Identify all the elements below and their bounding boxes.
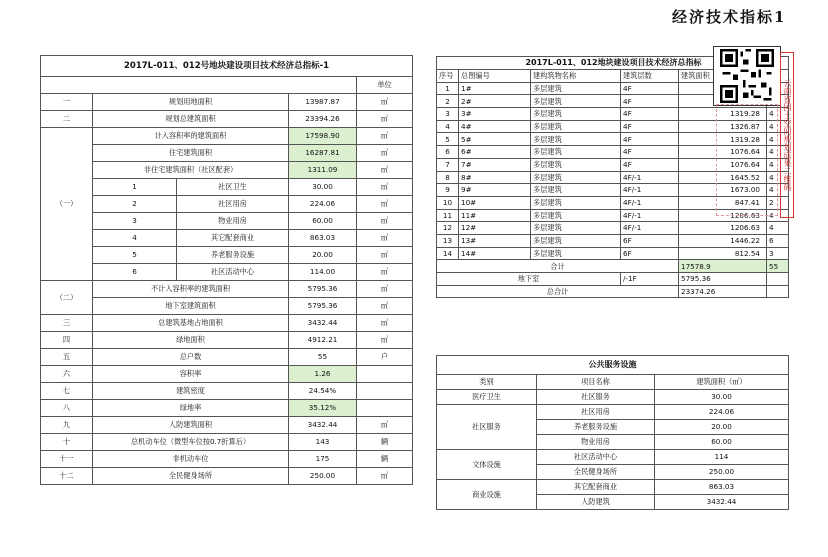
- table-cell: 17598.90: [289, 128, 357, 145]
- table-cell: 3432.44: [289, 315, 357, 332]
- table-row: [41, 434, 413, 451]
- table-cell: 3: [767, 247, 789, 260]
- table-cell: 不计入容积率的建筑面积: [93, 281, 289, 298]
- table-cell: 224.06: [655, 405, 789, 420]
- table-cell: 1645.52: [679, 171, 767, 184]
- approval-stamp: 云南省国土空间规划成果二维码: [780, 52, 794, 218]
- table-row: [41, 332, 413, 349]
- table-cell: 1.26: [289, 366, 357, 383]
- table-cell: 序号: [437, 70, 459, 83]
- table-cell: 文体设施: [437, 450, 537, 480]
- table-cell: ㎡: [357, 468, 413, 485]
- table-cell: 地下室建筑面积: [93, 298, 289, 315]
- table-cell: 非住宅建筑面积（社区配套）: [93, 162, 289, 179]
- table-cell: ㎡: [357, 111, 413, 128]
- table-cell: 3#: [459, 108, 531, 121]
- table-cell: 多层建筑: [531, 82, 621, 95]
- table-cell: 1206.63: [679, 209, 767, 222]
- table-row: [41, 145, 413, 162]
- table-cell: 6: [437, 146, 459, 159]
- table-cell: 四: [41, 332, 93, 349]
- table-cell: 60.00: [289, 213, 357, 230]
- subtotal-row: [437, 260, 789, 273]
- table-cell: 多层建筑: [531, 222, 621, 235]
- table-cell: 多层建筑: [531, 95, 621, 108]
- table-cell: 4F/-1: [621, 171, 679, 184]
- table-cell: 2#: [459, 95, 531, 108]
- table-cell: 社区服务: [537, 390, 655, 405]
- table-cell: 4: [767, 209, 789, 222]
- table-row: [41, 111, 413, 128]
- qr-code-icon: [713, 46, 781, 106]
- table-cell: 建筑密度: [93, 383, 289, 400]
- table-cell: 14#: [459, 247, 531, 260]
- table-cell: ㎡: [357, 315, 413, 332]
- table-row: [437, 247, 789, 260]
- table-row: [41, 264, 413, 281]
- table-cell: ㎡: [357, 230, 413, 247]
- table-cell: /-1F: [621, 273, 679, 286]
- table-cell: 4: [767, 184, 789, 197]
- table-cell: 建筑层数: [621, 70, 679, 83]
- table-row: [437, 222, 789, 235]
- table-cell: 1: [437, 82, 459, 95]
- table-cell: 4: [93, 230, 177, 247]
- table-cell: 3432.44: [289, 417, 357, 434]
- table-cell: 17578.9: [679, 260, 767, 273]
- table-cell: 建筑面积: [679, 70, 767, 83]
- table-cell: 5795.36: [289, 298, 357, 315]
- table-cell: 其它配套商业: [177, 230, 289, 247]
- table-cell: 1326.87: [679, 120, 767, 133]
- table-cell: 1#: [459, 82, 531, 95]
- group-two-label: （二）: [41, 281, 93, 315]
- table-cell: 人防建筑: [537, 495, 655, 510]
- table-cell: ㎡: [357, 179, 413, 196]
- table-cell: 五: [41, 349, 93, 366]
- table-cell: 4: [767, 108, 789, 121]
- table-cell: ㎡: [357, 332, 413, 349]
- unit-header: 单位: [357, 77, 413, 94]
- table-cell: 商业设施: [437, 480, 537, 510]
- table-row: [437, 450, 789, 465]
- table-cell: 多层建筑: [531, 120, 621, 133]
- table-cell: 23394.26: [289, 111, 357, 128]
- table-cell: 16287.81: [289, 145, 357, 162]
- table-cell: 一: [41, 94, 93, 111]
- table-cell: 九: [41, 417, 93, 434]
- table-cell: 总图编号: [459, 70, 531, 83]
- table-cell: 类别: [437, 375, 537, 390]
- table-cell: 9#: [459, 184, 531, 197]
- table-cell: 1: [93, 179, 177, 196]
- table-cell: 4F: [621, 108, 679, 121]
- table-cell: 4#: [459, 120, 531, 133]
- table-row: [41, 230, 413, 247]
- table-cell: 11#: [459, 209, 531, 222]
- table-cell: 14: [437, 247, 459, 260]
- table-cell: 24.54%: [289, 383, 357, 400]
- table-cell: 合计: [437, 260, 679, 273]
- table-row: [41, 213, 413, 230]
- table-cell: 住宅建筑面积: [93, 145, 289, 162]
- table-cell: 六: [41, 366, 93, 383]
- table-cell: 812.54: [679, 247, 767, 260]
- table-cell: 1076.64: [679, 146, 767, 159]
- table-cell: 建构筑物名称: [531, 70, 621, 83]
- main-indicator-table: [40, 55, 413, 485]
- table-cell: 5795.36: [289, 281, 357, 298]
- table-row: [41, 383, 413, 400]
- table-cell: 114: [655, 450, 789, 465]
- table-cell: 多层建筑: [531, 234, 621, 247]
- table-cell: 250.00: [655, 465, 789, 480]
- table-cell: 5: [93, 247, 177, 264]
- table-cell: 容积率: [93, 366, 289, 383]
- table-cell: 4F/-1: [621, 184, 679, 197]
- table-cell: 多层建筑: [531, 209, 621, 222]
- table-cell: 多层建筑: [531, 158, 621, 171]
- table-cell: 6F: [621, 247, 679, 260]
- table-cell: 社区卫生: [177, 179, 289, 196]
- table-row: [437, 405, 789, 420]
- table-cell: 绿地率: [93, 400, 289, 417]
- table-cell: 847.41: [679, 196, 767, 209]
- table-cell: 社区用房: [537, 405, 655, 420]
- table-cell: 30.00: [655, 390, 789, 405]
- table-cell: 30.00: [289, 179, 357, 196]
- table-cell: 13: [437, 234, 459, 247]
- table-cell: 4F: [621, 133, 679, 146]
- table-row: [41, 281, 413, 298]
- table-cell: ㎡: [357, 145, 413, 162]
- table-cell: 4: [767, 171, 789, 184]
- services-table-title: 公共服务设施: [437, 356, 789, 375]
- table-cell: ㎡: [357, 196, 413, 213]
- table-cell: 十二: [41, 468, 93, 485]
- table-cell: 1206.63: [679, 222, 767, 235]
- document-title: 经济技术指标1: [672, 8, 787, 26]
- table-cell: 1311.09: [289, 162, 357, 179]
- table-cell: 户: [357, 349, 413, 366]
- table-cell: 8: [437, 171, 459, 184]
- table-cell: 4F: [621, 146, 679, 159]
- table-cell: [357, 383, 413, 400]
- basement-row: [437, 273, 789, 286]
- table-cell: 地下室: [437, 273, 621, 286]
- table-cell: 多层建筑: [531, 108, 621, 121]
- table-row: [437, 390, 789, 405]
- table-cell: 规划用地面积: [93, 94, 289, 111]
- table-cell: 55: [289, 349, 357, 366]
- table-cell: 6#: [459, 146, 531, 159]
- watermark-box: [716, 104, 778, 216]
- table-cell: 多层建筑: [531, 184, 621, 197]
- table-cell: 社区活动中心: [177, 264, 289, 281]
- table-cell: 4: [767, 222, 789, 235]
- table-cell: ㎡: [357, 94, 413, 111]
- table-cell: 4F: [621, 82, 679, 95]
- table-cell: 4F/-1: [621, 222, 679, 235]
- table-cell: 全民健身场所: [93, 468, 289, 485]
- table-cell: 非机动车位: [93, 451, 289, 468]
- table-cell: 社区用房: [177, 196, 289, 213]
- table-cell: ㎡: [357, 264, 413, 281]
- table-cell: 社区活动中心: [537, 450, 655, 465]
- table-cell: 3: [93, 213, 177, 230]
- table-cell: 八: [41, 400, 93, 417]
- table-cell: 绿地面积: [93, 332, 289, 349]
- table-cell: 多层建筑: [531, 196, 621, 209]
- table-cell: 1319.28: [679, 133, 767, 146]
- table-cell: 863.03: [655, 480, 789, 495]
- table-row: [41, 315, 413, 332]
- table-cell: 4: [437, 120, 459, 133]
- table-row: [41, 349, 413, 366]
- table-cell: 23374.26: [679, 285, 767, 298]
- table-cell: 医疗卫生: [437, 390, 537, 405]
- table-cell: ㎡: [357, 213, 413, 230]
- table-cell: 三: [41, 315, 93, 332]
- table-cell: 4F/-1: [621, 209, 679, 222]
- table-cell: 人防建筑面积: [93, 417, 289, 434]
- table-cell: 建筑面积（㎡）: [655, 375, 789, 390]
- table-cell: 1446.22: [679, 234, 767, 247]
- table-cell: 总建筑基地占地面积: [93, 315, 289, 332]
- table-cell: 十: [41, 434, 93, 451]
- table-cell: 13987.87: [289, 94, 357, 111]
- table-cell: 2: [767, 196, 789, 209]
- buildings-table-title: 2017L-011、012地块建设项目技术经济总指标: [437, 57, 789, 70]
- total-row: [437, 285, 789, 298]
- table-cell: 多层建筑: [531, 146, 621, 159]
- table-cell: 辆: [357, 451, 413, 468]
- table-cell: 2: [93, 196, 177, 213]
- table-cell: 多层建筑: [531, 133, 621, 146]
- table-cell: 4F/-1: [621, 196, 679, 209]
- public-services-table: [436, 355, 789, 510]
- table-cell: 3432.44: [655, 495, 789, 510]
- table-cell: 辆: [357, 434, 413, 451]
- table-cell: 全民健身场所: [537, 465, 655, 480]
- table-cell: 6: [767, 234, 789, 247]
- table-cell: 4F: [621, 158, 679, 171]
- table-cell: 4: [767, 158, 789, 171]
- table-cell: 3: [437, 108, 459, 121]
- main-table-title: 2017L-011、012号地块建设项目技术经济总指标-1: [41, 56, 413, 77]
- table-cell: 175: [289, 451, 357, 468]
- table-cell: 250.00: [289, 468, 357, 485]
- table-cell: 养老服务设施: [537, 420, 655, 435]
- table-cell: ㎡: [357, 298, 413, 315]
- table-cell: 规划总建筑面积: [93, 111, 289, 128]
- table-cell: 4F: [621, 95, 679, 108]
- table-cell: 项目名称: [537, 375, 655, 390]
- table-cell: 2: [437, 95, 459, 108]
- table-cell: 11: [437, 209, 459, 222]
- table-cell: 多层建筑: [531, 171, 621, 184]
- table-cell: 7#: [459, 158, 531, 171]
- table-cell: 13#: [459, 234, 531, 247]
- table-row: [41, 128, 413, 145]
- table-cell: 224.06: [289, 196, 357, 213]
- table-cell: 20.00: [289, 247, 357, 264]
- table-cell: 143: [289, 434, 357, 451]
- table-cell: 114.00: [289, 264, 357, 281]
- table-cell: 5795.36: [679, 273, 767, 286]
- table-header-row: [437, 375, 789, 390]
- table-cell: ㎡: [357, 247, 413, 264]
- table-row: [41, 247, 413, 264]
- table-cell: 其它配套商业: [537, 480, 655, 495]
- table-cell: 8#: [459, 171, 531, 184]
- table-cell: 12: [437, 222, 459, 235]
- table-cell: 20.00: [655, 420, 789, 435]
- table-cell: 养老服务设施: [177, 247, 289, 264]
- table-cell: ㎡: [357, 128, 413, 145]
- table-row: [41, 298, 413, 315]
- table-cell: 总机动车位（微型车位按0.7折算后）: [93, 434, 289, 451]
- table-cell: 4: [767, 120, 789, 133]
- table-cell: 物业用房: [537, 435, 655, 450]
- table-cell: 9: [437, 184, 459, 197]
- table-cell: 6F: [621, 234, 679, 247]
- table-cell: 4F: [621, 120, 679, 133]
- table-row: [41, 196, 413, 213]
- table-cell: 1319.28: [679, 108, 767, 121]
- table-cell: [357, 366, 413, 383]
- table-cell: 1076.64: [679, 158, 767, 171]
- table-cell: 4: [767, 133, 789, 146]
- table-cell: ㎡: [357, 281, 413, 298]
- table-cell: 4912.21: [289, 332, 357, 349]
- table-cell: ㎡: [357, 417, 413, 434]
- table-cell: 55: [767, 260, 789, 273]
- table-cell: 计入容积率的建筑面积: [93, 128, 289, 145]
- table-cell: 12#: [459, 222, 531, 235]
- table-cell: 4: [767, 146, 789, 159]
- table-cell: 社区服务: [437, 405, 537, 450]
- table-cell: 总合计: [437, 285, 679, 298]
- table-cell: 5#: [459, 133, 531, 146]
- table-cell: 60.00: [655, 435, 789, 450]
- table-cell: 1673.00: [679, 184, 767, 197]
- table-row: [437, 480, 789, 495]
- table-cell: 二: [41, 111, 93, 128]
- table-cell: 总户数: [93, 349, 289, 366]
- table-cell: 10#: [459, 196, 531, 209]
- table-cell: 10: [437, 196, 459, 209]
- table-row: [41, 451, 413, 468]
- table-cell: 十一: [41, 451, 93, 468]
- table-row: [41, 179, 413, 196]
- group-one-label: （一）: [41, 128, 93, 281]
- table-cell: ㎡: [357, 162, 413, 179]
- table-cell: 七: [41, 383, 93, 400]
- table-cell: [357, 400, 413, 417]
- table-cell: 7: [437, 158, 459, 171]
- table-row: [41, 400, 413, 417]
- table-row: [41, 468, 413, 485]
- table-cell: 物业用房: [177, 213, 289, 230]
- table-row: [437, 234, 789, 247]
- table-row: [41, 94, 413, 111]
- table-cell: 863.03: [289, 230, 357, 247]
- table-row: [41, 417, 413, 434]
- table-cell: 6: [93, 264, 177, 281]
- table-cell: 5: [437, 133, 459, 146]
- table-cell: 35.12%: [289, 400, 357, 417]
- table-cell: 多层建筑: [531, 247, 621, 260]
- table-row: [41, 366, 413, 383]
- table-row: [41, 162, 413, 179]
